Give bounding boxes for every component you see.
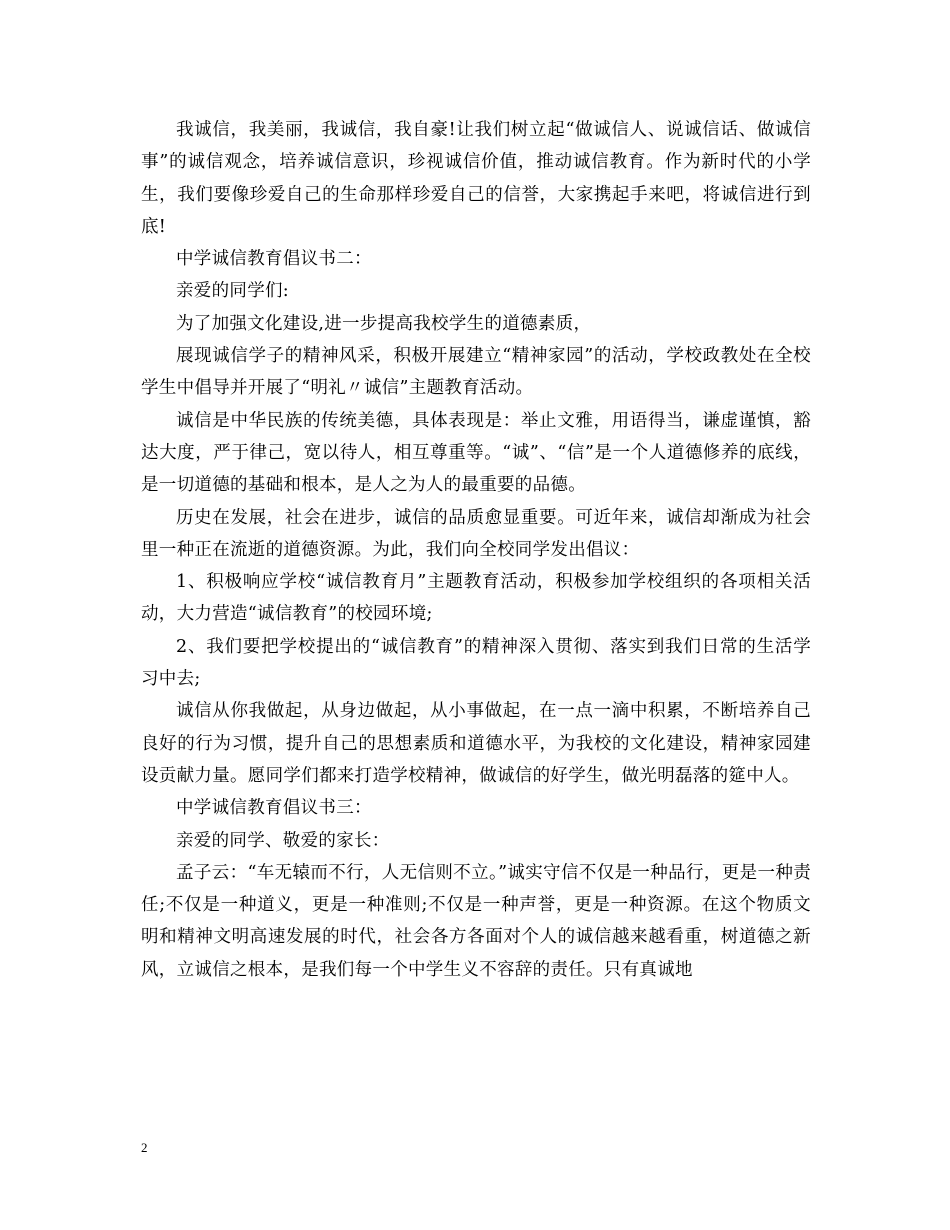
- paragraph: 诚信是中华民族的传统美德，具体表现是：举止文雅，用语得当，谦虚谨慎，豁达大度，严于律己，宽以待人，相互尊重等。“诚”、“信”是一个人道德修养的底线，是一切道德的基础和根本，是人之为人的最重要的品德。: [141, 410, 811, 496]
- paragraph: 为了加强文化建设,进一步提高我校学生的道德素质，: [176, 313, 592, 334]
- section-heading: 中学诚信教育倡议书三：: [176, 798, 372, 819]
- page-number: 2: [141, 1140, 148, 1155]
- salutation: 亲爱的同学、敬爱的家长：: [176, 830, 390, 851]
- section-heading: 中学诚信教育倡议书二：: [176, 249, 372, 270]
- paragraph: 展现诚信学子的精神风采，积极开展建立“精神家园”的活动，学校政教处在全校学生中倡导并开展了“明礼〃诚信”主题教育活动。: [141, 346, 811, 399]
- paragraph: 诚信从你我做起，从身边做起，从小事做起，在一点一滴中积累，不断培养自己良好的行为习惯，提升自己的思想素质和道德水平，为我校的文化建设，精神家园建设贡献力量。愿同学们都来打造学校精神，做诚信的好学生，做光明磊落的筵中人。: [141, 701, 811, 786]
- paragraph: 孟子云：“车无辕而不行，人无信则不立。”诚实守信不仅是一种品行，更是一种责任;不仅是一种道义，更是一种准则;不仅是一种声誉，更是一种资源。在这个物质文明和精神文明高速发展的时代，社会各方各面对个人的诚信越来越看重，树道德之新风，立诚信之根本，是我们每一个中学生义不容辞的责任。只有真诚地: [141, 862, 811, 980]
- paragraph: 我诚信，我美丽，我诚信，我自豪!让我们树立起“做诚信人、说诚信话、做诚信事”的诚信观念，培养诚信意识，珍视诚信价值，推动诚信教育。作为新时代的小学生，我们要像珍爱自己的生命那样珍爱自己的信誉，大家携起手来吧，将诚信进行到底!: [141, 120, 811, 237]
- list-item: 1、积极响应学校“诚信教育月”主题教育活动，积极参加学校组织的各项相关活动，大力营造“诚信教育”的校园环境;: [141, 572, 811, 625]
- list-item: 2、我们要把学校提出的“诚信教育”的精神深入贯彻、落实到我们日常的生活学习中去;: [141, 636, 811, 690]
- document-body: [141, 114, 811, 986]
- salutation: 亲爱的同学们:: [176, 281, 289, 302]
- paragraph: 历史在发展，社会在进步，诚信的品质愈显重要。可近年来，诚信却渐成为社会里一种正在流逝的道德资源。为此，我们向全校同学发出倡议：: [141, 507, 811, 560]
